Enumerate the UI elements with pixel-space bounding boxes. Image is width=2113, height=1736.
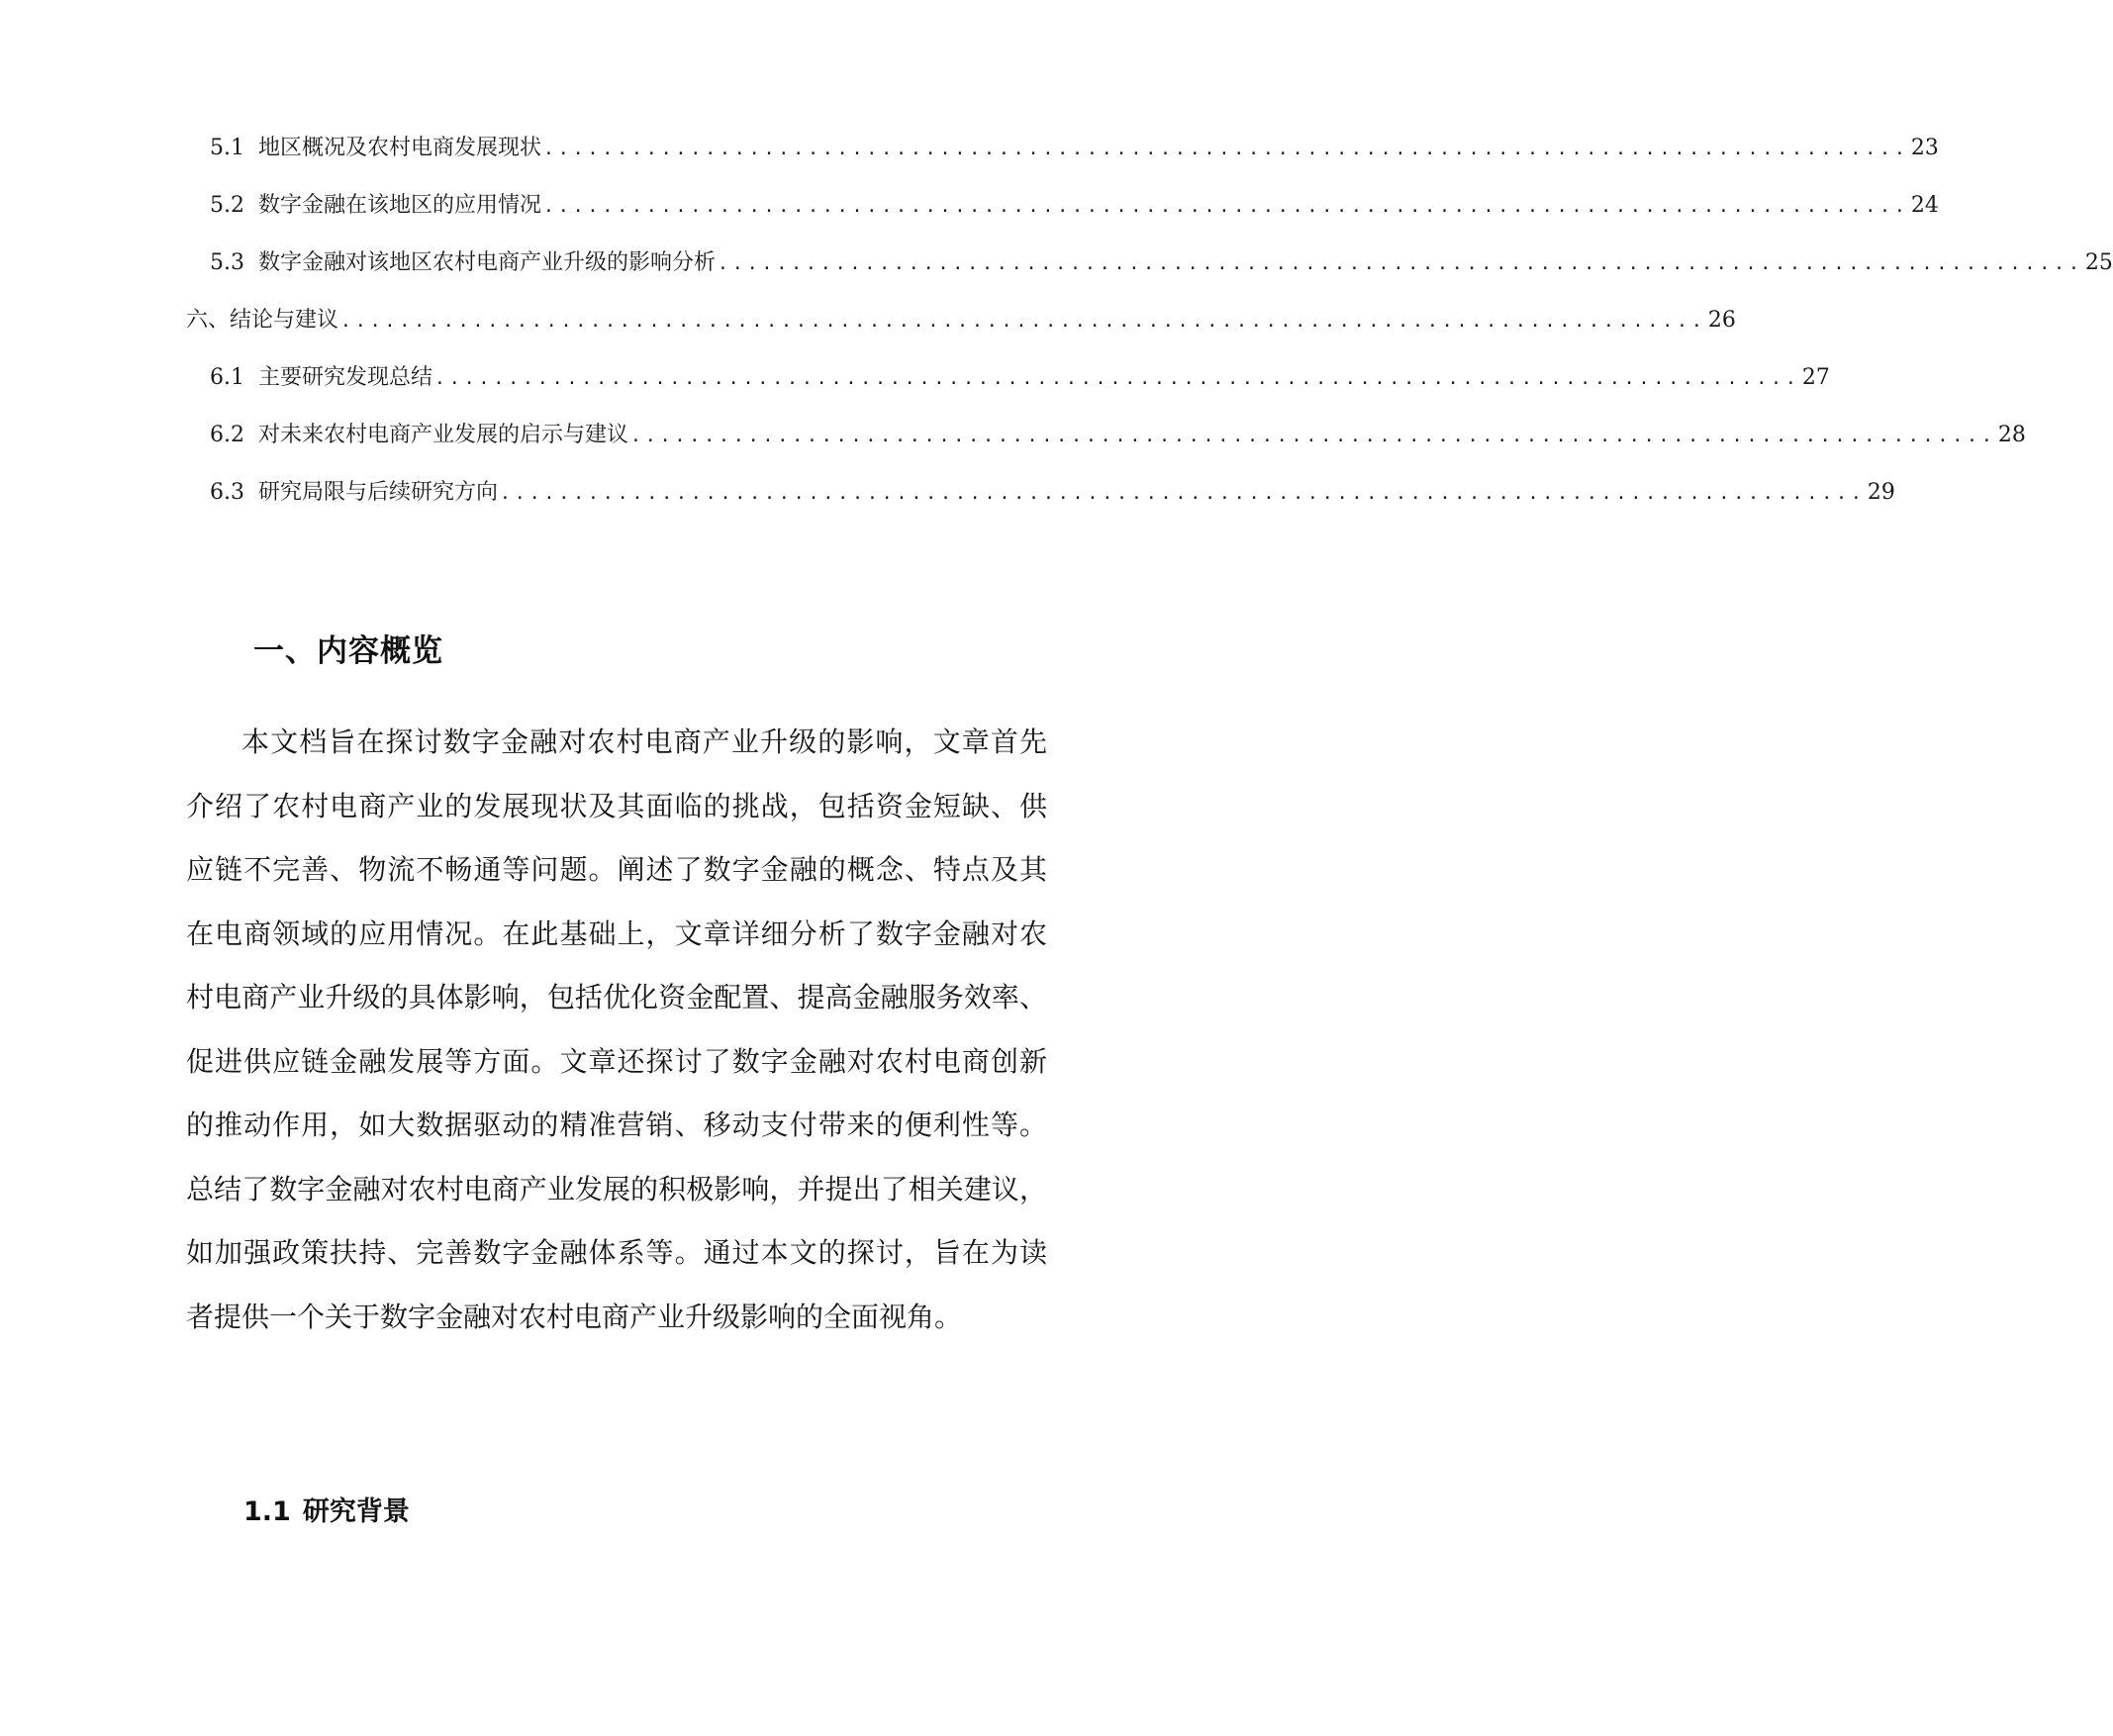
toc-entry-title: 六、结论与建议 <box>186 308 339 333</box>
toc-entry-title: 地区概况及农村电商发展现状 <box>258 136 542 160</box>
toc-entry-page: 23 <box>1910 136 1939 160</box>
toc-entry-number: 5.2 <box>210 193 244 218</box>
toc-entry[interactable] <box>210 246 2113 280</box>
subsection-heading <box>243 1493 410 1532</box>
paragraph-line: 如加强政策扶持、完善数字金融体系等。通过本文的探讨，旨在为读 <box>186 1236 1047 1269</box>
paragraph-line: 本文档旨在探讨数字金融对农村电商产业升级的影响，文章首先 <box>241 725 1047 758</box>
toc-entry[interactable] <box>186 304 1736 338</box>
toc-entry-page: 25 <box>2084 250 2113 275</box>
section-heading: 一、内容概览 <box>253 633 443 669</box>
toc-entry-title: 主要研究发现总结 <box>258 365 433 390</box>
toc-dot-leader: ............................................................................................. <box>543 196 1909 217</box>
toc-dot-leader: ............................................................................................. <box>500 483 1866 504</box>
subsection-number: 1.1 <box>243 1496 291 1527</box>
paragraph-line: 介绍了农村电商产业的发展现状及其面临的挑战，包括资金短缺、供 <box>186 789 1047 822</box>
toc-entry-number: 6.2 <box>210 423 244 447</box>
paragraph-line: 总结了数字金融对农村电商产业发展的积极影响，并提出了相关建议， <box>186 1172 1047 1206</box>
paragraph-line: 者提供一个关于数字金融对农村电商产业升级影响的全面视角。 <box>186 1300 963 1333</box>
toc-dot-leader: ............................................................................................. <box>434 368 1800 389</box>
toc-entry[interactable] <box>210 419 2026 452</box>
toc-entry-number: 6.3 <box>210 480 244 505</box>
toc-entry-page: 28 <box>1997 423 2026 447</box>
toc-entry-number: 6.1 <box>210 365 244 390</box>
toc-entry-page: 27 <box>1801 365 1830 390</box>
toc-dot-leader: ............................................................................................. <box>340 311 1706 332</box>
toc-entry-page: 24 <box>1910 193 1939 218</box>
toc-entry[interactable] <box>210 476 1895 510</box>
paragraph-line: 在电商领域的应用情况。在此基础上，文章详细分析了数字金融对农 <box>186 916 1047 950</box>
toc-entry-title: 研究局限与后续研究方向 <box>258 480 499 505</box>
toc-entry[interactable] <box>210 132 1939 165</box>
toc-dot-leader: ............................................................................................. <box>630 426 1996 446</box>
toc-entry-title: 对未来农村电商产业发展的启示与建议 <box>258 423 629 447</box>
body-paragraph <box>186 711 1047 1349</box>
paragraph-line: 村电商产业升级的具体影响，包括优化资金配置、提高金融服务效率、 <box>186 981 1047 1013</box>
toc-entry[interactable] <box>210 189 1939 223</box>
paragraph-line: 促进供应链金融发展等方面。文章还探讨了数字金融对农村电商创新 <box>186 1044 1047 1078</box>
toc-entry-title: 数字金融对该地区农村电商产业升级的影响分析 <box>258 250 717 275</box>
toc-entry-page: 26 <box>1707 308 1736 333</box>
toc-entry-number: 5.1 <box>210 136 244 160</box>
subsection-title: 研究背景 <box>302 1496 410 1527</box>
toc-entry-number: 5.3 <box>210 250 244 275</box>
toc-entry-page: 29 <box>1867 480 1895 505</box>
paragraph-line: 应链不完善、物流不畅通等问题。阐述了数字金融的概念、特点及其 <box>186 853 1047 886</box>
paragraph-line: 的推动作用，如大数据驱动的精准营销、移动支付带来的便利性等。 <box>186 1109 1047 1141</box>
toc-entry-title: 数字金融在该地区的应用情况 <box>258 193 542 218</box>
toc-dot-leader: ............................................................................................. <box>543 139 1909 159</box>
toc-entry[interactable] <box>210 361 1830 395</box>
toc-dot-leader: ............................................................................................. <box>718 253 2083 274</box>
